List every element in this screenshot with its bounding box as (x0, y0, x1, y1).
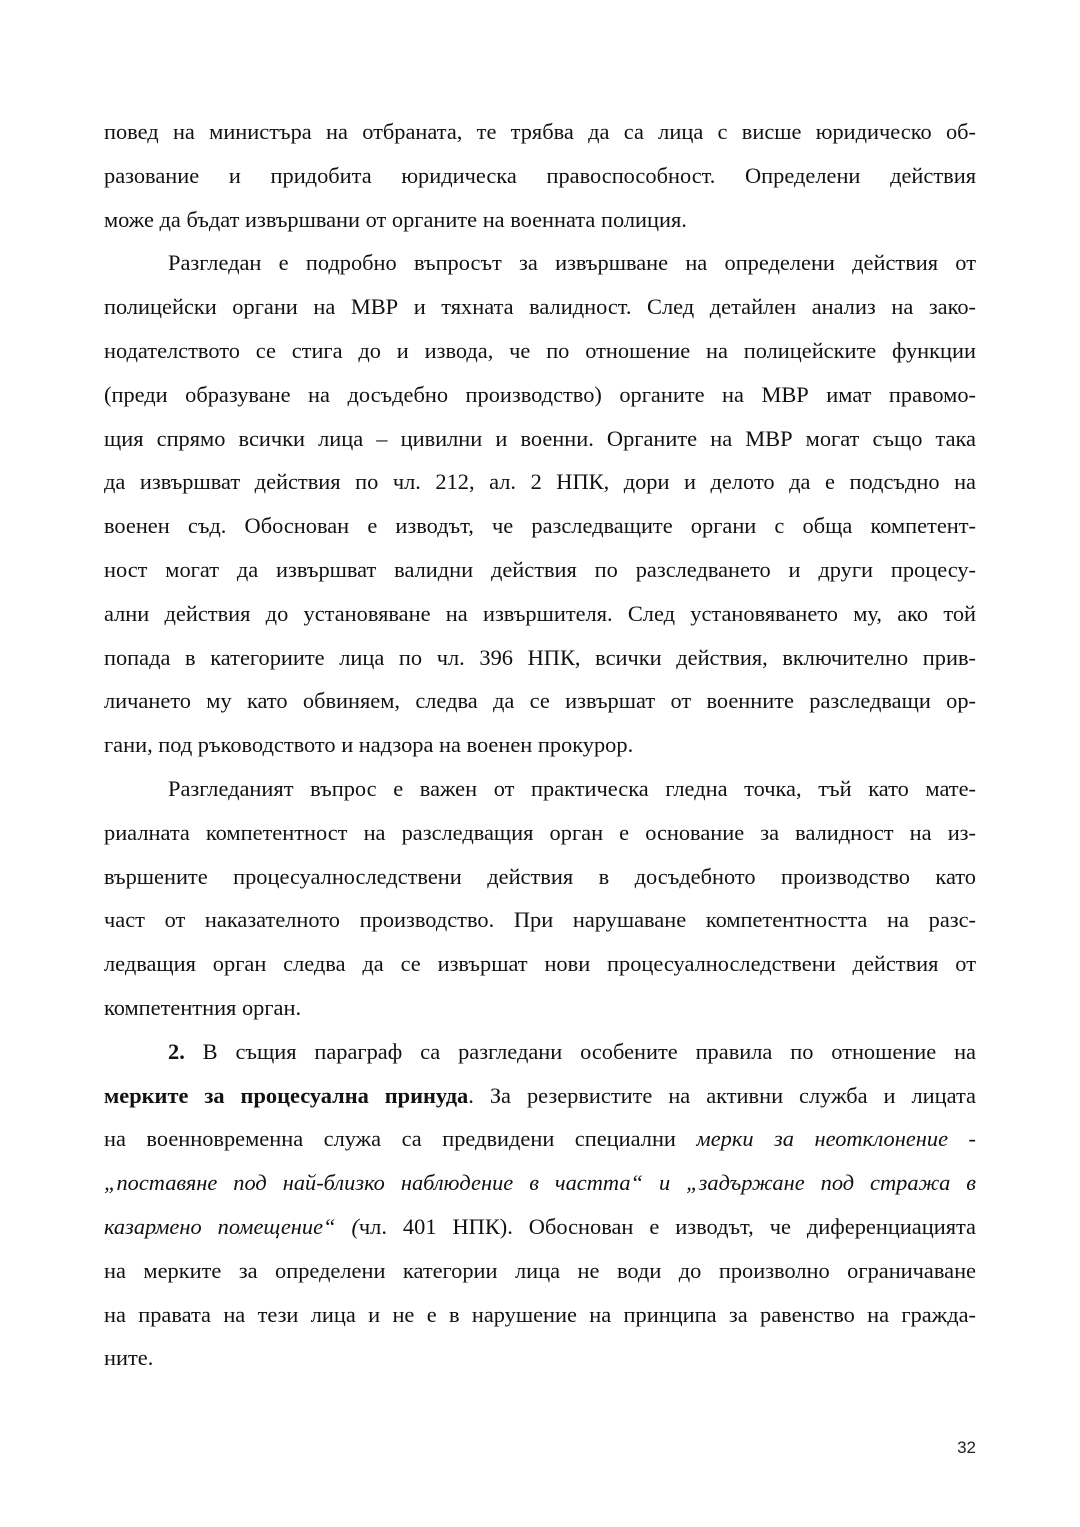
paragraph (104, 110, 976, 241)
text-line: (преди образуване на досъдебно производство) органите на МВР имат правомо- (104, 381, 976, 407)
text-run: . За резервистите на активни служба и лицата (468, 1082, 976, 1108)
paragraph-measures (104, 1030, 976, 1380)
text-line: да извършват действия по чл. 212, ал. 2 НПК, дори и делото да е подсъдно на (104, 469, 976, 495)
bold-term: мерките за процесуална принуда (104, 1082, 469, 1108)
text-line (104, 1117, 976, 1161)
text-line: военен съд. Обоснован е изводът, че разследващите органи с обща компетент- (104, 513, 976, 539)
text-line: нодателството се стига до и извода, че по отношение на полицейските функции (104, 337, 976, 363)
text-line: попада в категориите лица по чл. 396 НПК, всички действия, включително прив- (104, 644, 976, 670)
text-line: вършените процесуалноследствени действия в досъдебното производство като (104, 863, 976, 889)
page-number: 32 (957, 1438, 976, 1457)
italic-quote: казармено помещение“ ( (104, 1213, 359, 1239)
text-line (104, 1161, 976, 1205)
document-body (104, 110, 976, 1380)
italic-term: мерки за неотклонение - (696, 1126, 976, 1152)
text-line: разование и придобита юридическа правоспособност. Определени действия (104, 162, 976, 188)
text-line (104, 1205, 976, 1249)
text-line: Разгледан е подробно въпросът за извършване на определени действия от (168, 250, 976, 276)
text-line: на мерките за определени категории лица не води до произволно ограничаване (104, 1257, 976, 1283)
text-line: повед на министъра на отбраната, те трябва да са лица с висше юридическо об- (104, 119, 976, 144)
text-line: компетентния орган. (104, 994, 302, 1020)
text-run: В същия параграф са разгледани особените правила по отношение на (184, 1038, 976, 1064)
text-line: полицейски органи на МВР и тяхната валидност. След детайлен анализ на зако- (104, 294, 976, 320)
text-line: риалната компетентност на разследващия орган е основание за валидност на из- (104, 819, 976, 845)
item-number: 2. (168, 1038, 185, 1064)
paragraph (104, 241, 976, 767)
text-line: ните. (104, 1345, 154, 1371)
text-line: на правата на тези лица и не е в нарушение на принципа за равенство на гражда- (104, 1301, 976, 1327)
text-line: гани, под ръководството и надзора на военен прокурор. (104, 732, 634, 758)
text-line: личането му като обвиняем, следва да се извършат от военните разследващи ор- (104, 688, 976, 714)
text-line (104, 1030, 976, 1074)
paragraph (104, 767, 976, 1030)
text-line: щия спрямо всички лица – цивилни и военни. Органите на МВР могат също така (104, 425, 976, 451)
text-run: чл. 401 НПК). Обоснован е изводът, че диференциацията (358, 1213, 976, 1239)
text-line: ледващия орган следва да се извършат нови процесуалноследствени действия от (104, 951, 976, 977)
text-line: Разгледаният въпрос е важен от практическа гледна точка, тъй като мате- (168, 775, 976, 801)
italic-quote: „поставяне под най-близко наблюдение в частта“ и „задържане под стража в (104, 1170, 976, 1196)
text-line: може да бъдат извършвани от органите на военната полиция. (104, 206, 687, 232)
text-run: на военновременна служа са предвидени специални (104, 1126, 697, 1152)
text-line: ност могат да извършват валидни действия по разследването и други процесу- (104, 556, 976, 582)
text-line (104, 1074, 976, 1118)
text-line: част от наказателното производство. При нарушаване компетентността на разс- (104, 907, 976, 933)
text-line: ални действия до установяване на извършителя. След установяването му, ако той (104, 600, 976, 626)
